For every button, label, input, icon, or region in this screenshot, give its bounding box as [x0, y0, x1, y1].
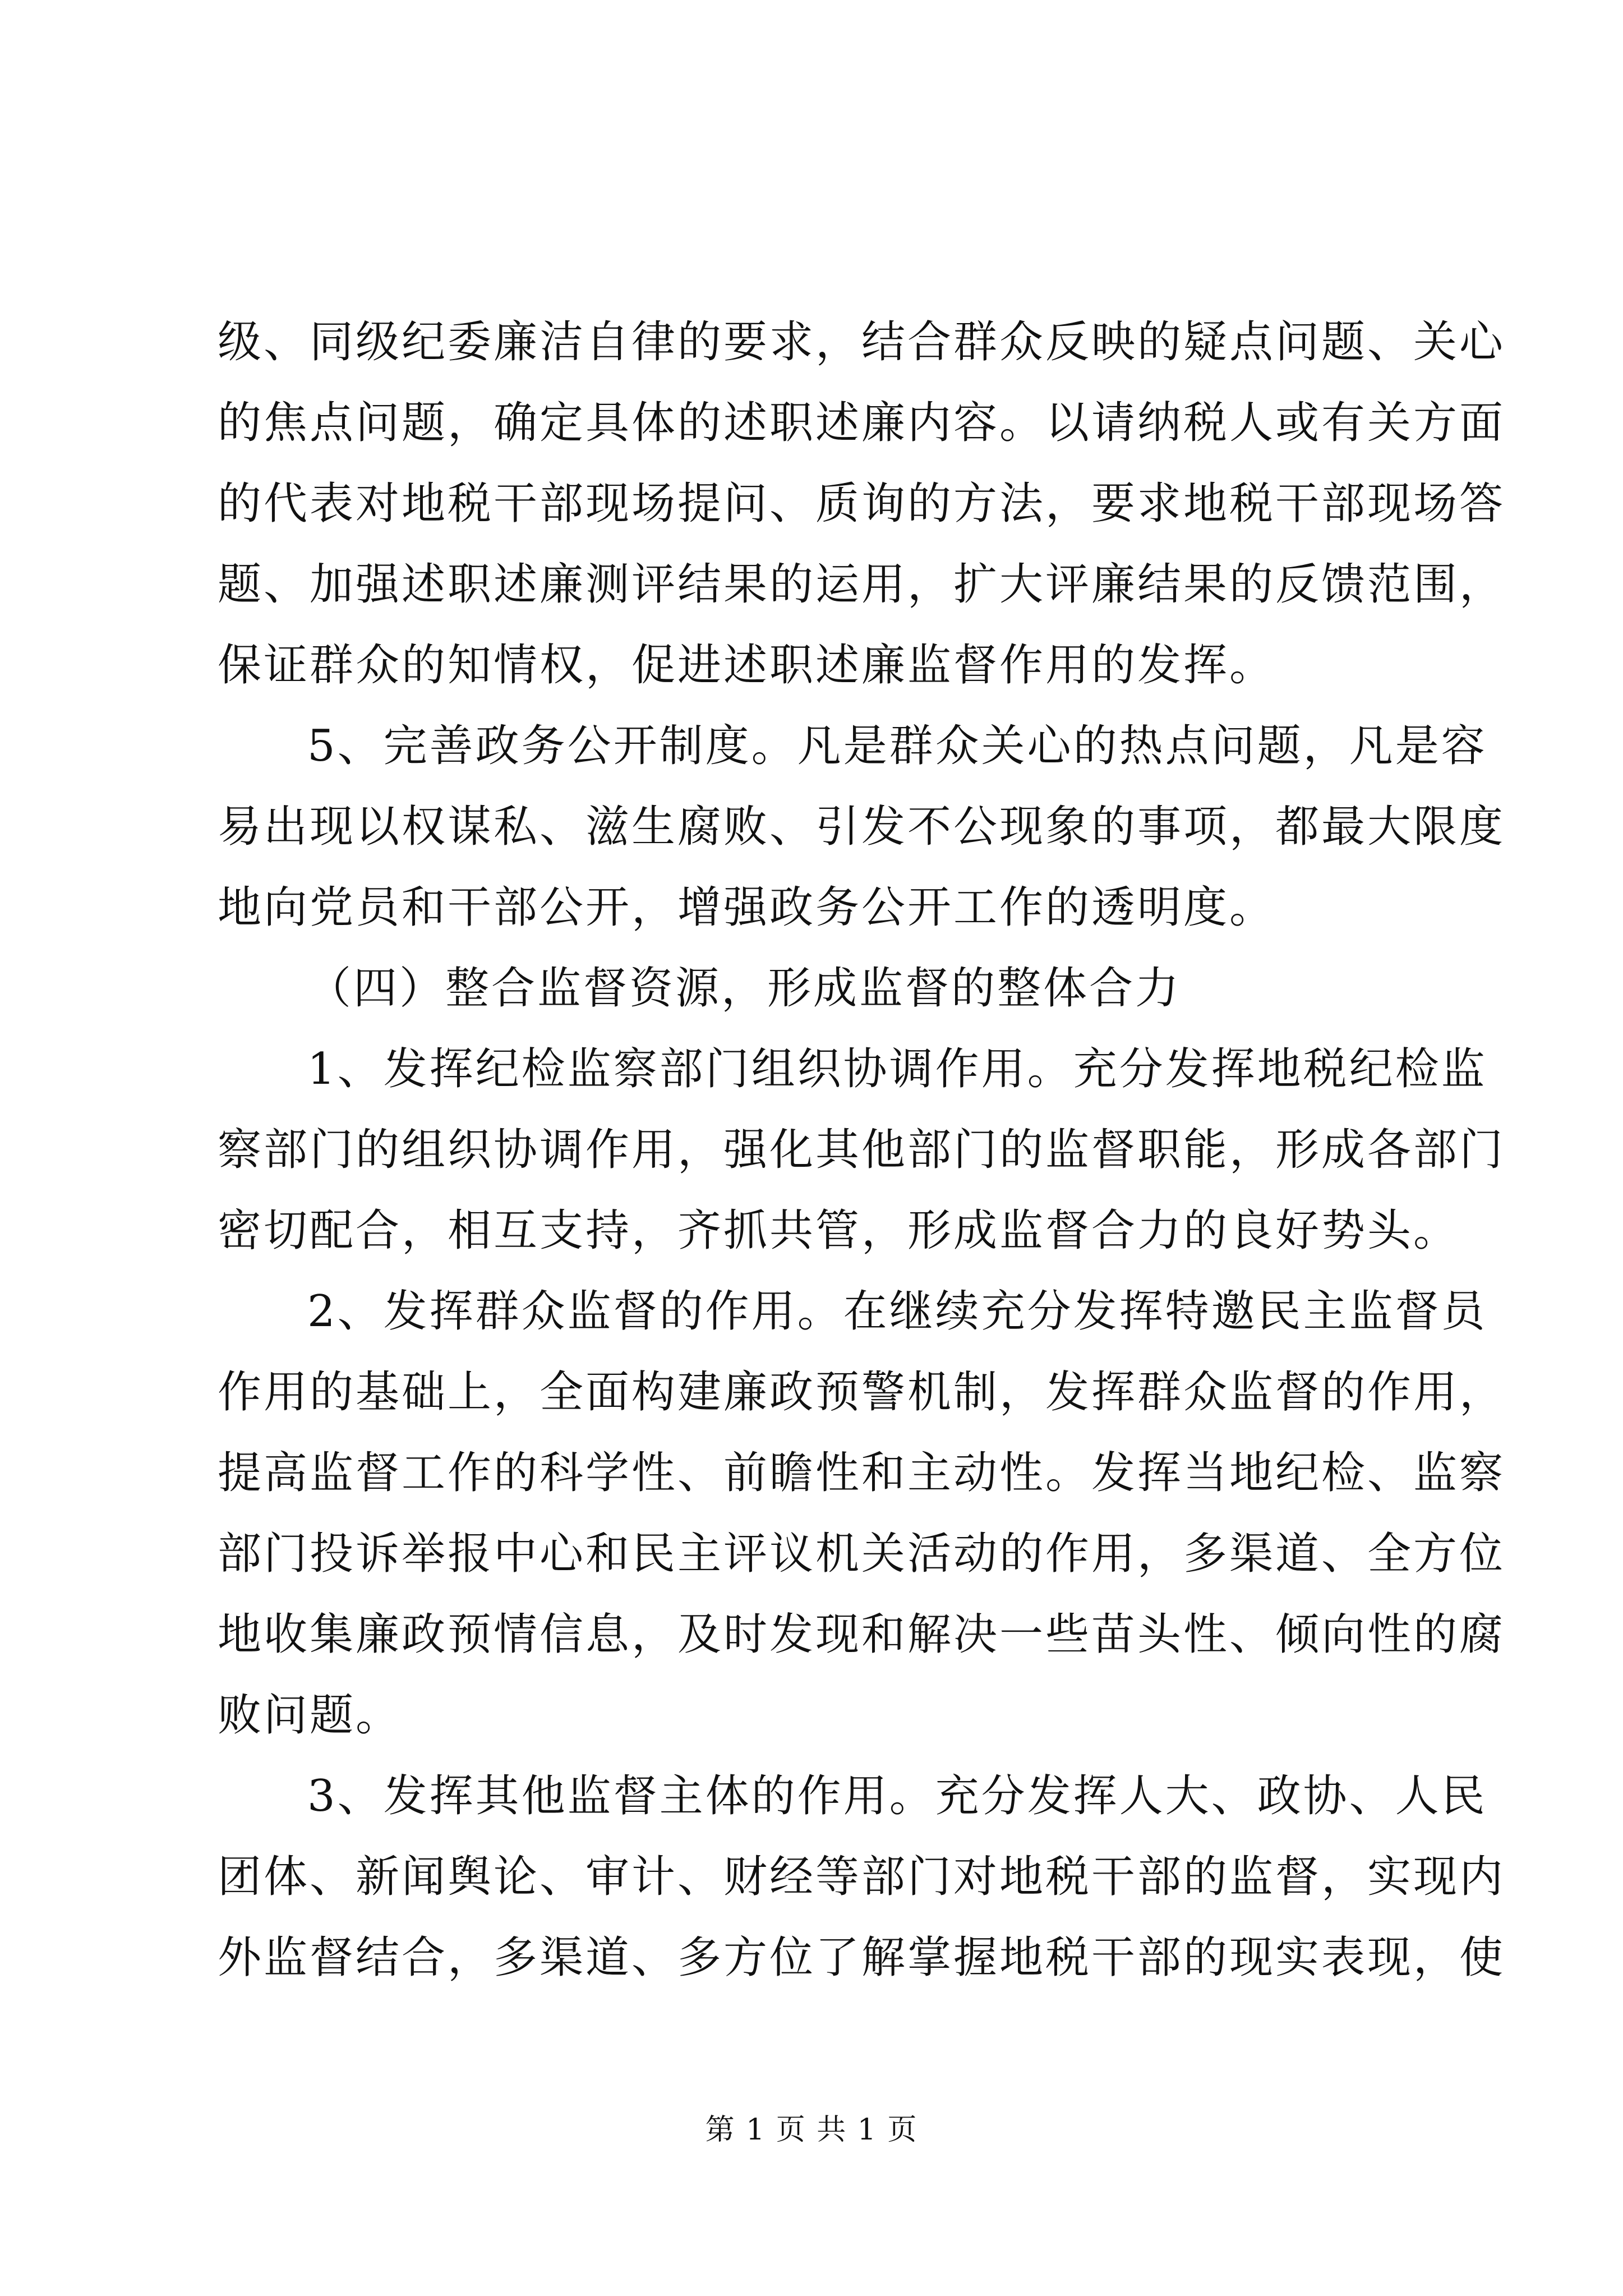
paragraph-line: 地向党员和干部公开，增强政务公开工作的透明度。	[218, 882, 1276, 933]
paragraph-line: 外监督结合，多渠道、多方位了解掌握地税干部的现实表现，使	[218, 1932, 1506, 1983]
paragraph-line: 的代表对地税干部现场提问、质询的方法，要求地税干部现场答	[218, 478, 1506, 529]
page-number-label: 第 1 页 共 1 页	[705, 2113, 918, 2147]
paragraph-line: 作用的基础上，全面构建廉政预警机制，发挥群众监督的作用，	[218, 1367, 1506, 1418]
paragraph-line: 1、发挥纪检监察部门组织协调作用。充分发挥地税纪检监	[307, 1044, 1487, 1094]
paragraph-line: 团体、新闻舆论、审计、财经等部门对地税干部的监督，实现内	[218, 1852, 1506, 1902]
paragraph-line: 提高监督工作的科学性、前瞻性和主动性。发挥当地纪检、监察	[218, 1448, 1506, 1498]
section-heading: （四）整合监督资源，形成监督的整体合力	[307, 963, 1182, 1014]
paragraph-line: 易出现以权谋私、滋生腐败、引发不公现象的事项，都最大限度	[218, 802, 1506, 852]
paragraph-line: 的焦点问题，确定具体的述职述廉内容。以请纳税人或有关方面	[218, 398, 1506, 448]
paragraph-line: 察部门的组织协调作用，强化其他部门的监督职能，形成各部门	[218, 1125, 1506, 1175]
paragraph-line: 败问题。	[218, 1690, 402, 1741]
paragraph-line: 部门投诉举报中心和民主评议机关活动的作用，多渠道、全方位	[218, 1529, 1506, 1579]
paragraph-line: 3、发挥其他监督主体的作用。充分发挥人大、政协、人民	[307, 1771, 1487, 1821]
paragraph-line: 密切配合，相互支持，齐抓共管，形成监督合力的良好势头。	[218, 1205, 1460, 1256]
paragraph-line: 题、加强述职述廉测评结果的运用，扩大评廉结果的反馈范围，	[218, 559, 1506, 610]
paragraph-line: 保证群众的知情权，促进述职述廉监督作用的发挥。	[218, 640, 1276, 691]
paragraph-line: 5、完善政务公开制度。凡是群众关心的热点问题，凡是容	[307, 721, 1487, 771]
paragraph-line: 2、发挥群众监督的作用。在继续充分发挥特邀民主监督员	[307, 1286, 1487, 1337]
document-body	[218, 302, 1506, 1998]
paragraph-line: 级、同级纪委廉洁自律的要求，结合群众反映的疑点问题、关心	[218, 317, 1506, 367]
page-footer	[0, 2110, 1623, 2150]
paragraph-line: 地收集廉政预情信息，及时发现和解决一些苗头性、倾向性的腐	[218, 1609, 1506, 1660]
